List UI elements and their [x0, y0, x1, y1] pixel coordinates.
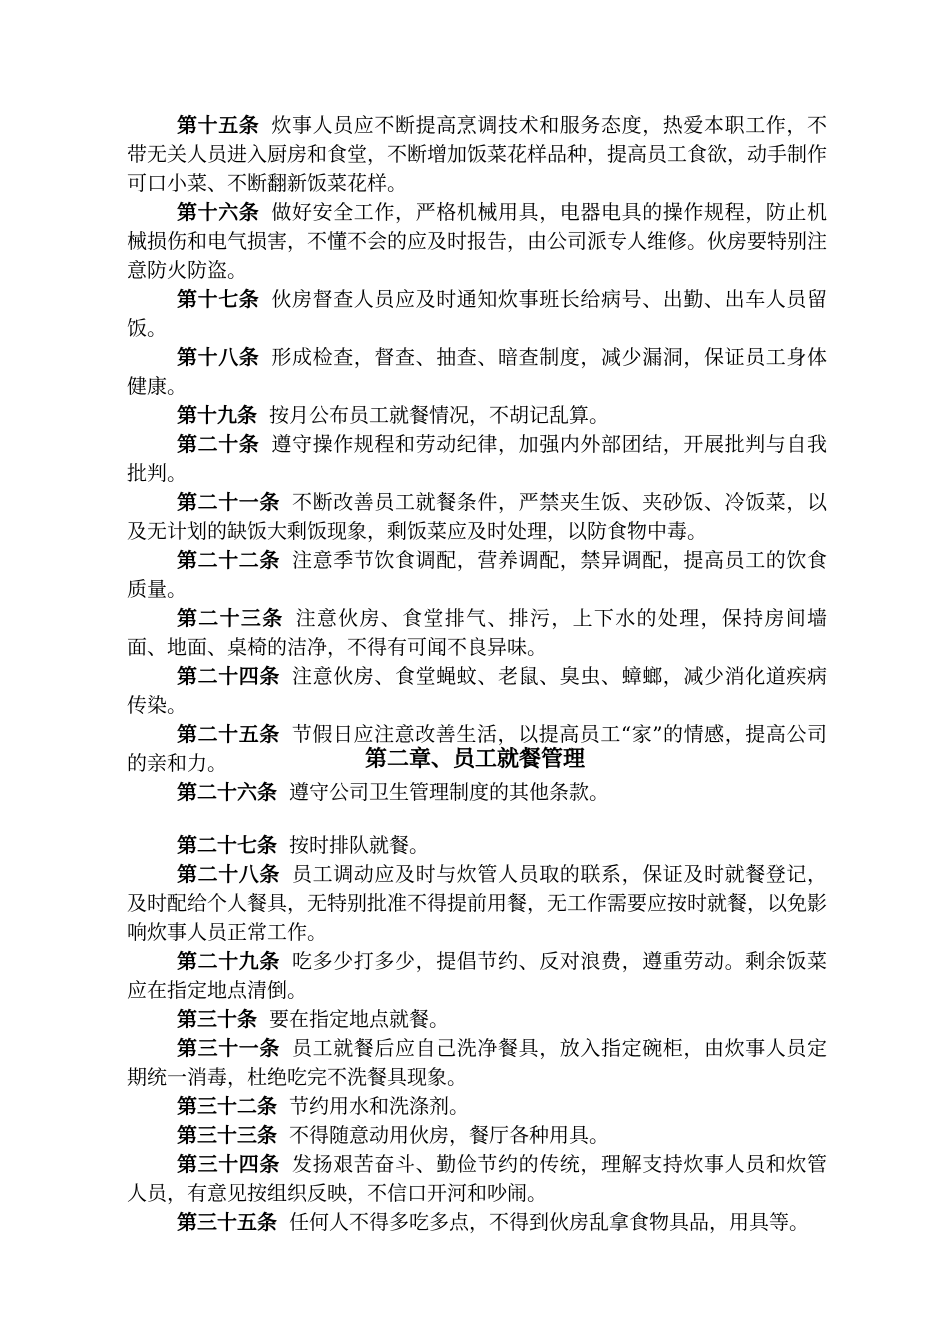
article-label: 第二十六条: [177, 780, 277, 804]
article-34: [127, 1150, 827, 1208]
article-list-section-two: [127, 831, 827, 1237]
article-17: [127, 285, 827, 343]
article-label: 第三十五条: [177, 1210, 277, 1234]
chapter-title: 第二章、员工就餐管理: [364, 747, 585, 772]
article-text: 员工就餐后应自己洗净餐具，放入指定碗柜，由炊事人员定期统一消毒，杜绝吃完不洗餐具现象。: [127, 1036, 827, 1089]
article-text: 伙房督查人员应及时通知炊事班长给病号、出勤、出车人员留饭。: [127, 287, 828, 340]
article-27: [127, 831, 827, 860]
article-16: [127, 198, 827, 285]
article-label: 第三十四条: [177, 1152, 280, 1176]
article-label: 第三十二条: [177, 1094, 277, 1118]
article-text: 任何人不得多吃多点，不得到伙房乱拿食物具品，用具等。: [289, 1210, 809, 1234]
article-label: 第二十七条: [177, 833, 277, 857]
article-20: [127, 430, 827, 488]
article-33: [127, 1121, 827, 1150]
article-label: 第二十一条: [177, 490, 280, 514]
article-label: 第二十三条: [177, 606, 284, 630]
article-18: [127, 343, 827, 401]
article-29: [127, 947, 827, 1005]
article-28: [127, 860, 827, 947]
article-label: 第二十二条: [177, 548, 280, 572]
article-19: [127, 401, 827, 430]
article-21: [127, 488, 827, 546]
article-label: 第二十四条: [177, 664, 280, 688]
article-text: 不得随意动用伙房，餐厅各种用具。: [289, 1123, 609, 1147]
article-text: 注意伙房、食堂排气、排污，上下水的处理，保持房间墙面、地面、桌椅的洁净，不得有可闻不良异味。: [127, 606, 828, 659]
article-label: 第三十三条: [177, 1123, 277, 1147]
article-text: 发扬艰苦奋斗、勤俭节约的传统，理解支持炊事人员和炊管人员，有意见按组织反映，不信口开河和吵闹。: [127, 1152, 827, 1205]
article-text: 要在指定地点就餐。: [269, 1007, 449, 1031]
article-label: 第三十条: [177, 1007, 257, 1031]
article-26: [127, 778, 827, 807]
article-text: 注意季节饮食调配，营养调配，禁异调配，提高员工的饮食质量。: [127, 548, 827, 601]
article-text: 形成检查，督查、抽查、暗查制度，减少漏洞，保证员工身体健康。: [127, 345, 828, 398]
article-label: 第二十八条: [177, 862, 280, 886]
article-label: 第十六条: [177, 200, 260, 224]
article-label: 第二十九条: [177, 949, 280, 973]
article-35: [127, 1208, 827, 1237]
article-text: 做好安全工作，严格机械用具，电器电具的操作规程，防止机械损伤和电气损害，不懂不会的应及时报告，由公司派专人维修。伙房要特别注意防火防盗。: [127, 200, 828, 282]
article-text: 炊事人员应不断提高烹调技术和服务态度，热爱本职工作，不带无关人员进入厨房和食堂，不断增加饭菜花样品种，提高员工食欲，动手制作可口小菜、不断翻新饭菜花样。: [127, 113, 828, 195]
article-31: [127, 1034, 827, 1092]
article-label: 第十九条: [177, 403, 257, 427]
article-text: 节约用水和洗涤剂。: [289, 1094, 469, 1118]
article-label: 第三十一条: [177, 1036, 280, 1060]
article-text: 员工调动应及时与炊管人员取的联系，保证及时就餐登记，及时配给个人餐具，无特别批准不得提前用餐，无工作需要应按时就餐，以免影响炊事人员正常工作。: [127, 862, 827, 944]
article-24: [127, 662, 827, 720]
article-15: [127, 111, 827, 198]
article-text: 注意伙房、食堂蝇蚊、老鼠、臭虫、蟑螂，减少消化道疾病传染。: [127, 664, 827, 717]
article-text: 节假日应注意改善生活，以提高员工“家”的情感，提高公司的亲和力。: [127, 722, 828, 775]
article-text: 不断改善员工就餐条件，严禁夹生饭、夹砂饭、冷饭菜，以及无计划的缺饭大剩饭现象，剩饭菜应及时处理，以防食物中毒。: [127, 490, 827, 543]
article-list-section-one: [127, 111, 827, 807]
article-label: 第二十条: [177, 432, 260, 456]
article-22: [127, 546, 827, 604]
article-text: 遵守操作规程和劳动纪律，加强内外部团结，开展批判与自我批判。: [127, 432, 828, 485]
article-text: 吃多少打多少，提倡节约、反对浪费，遵重劳动。剩余饭菜应在指定地点清倒。: [127, 949, 827, 1002]
article-30: [127, 1005, 827, 1034]
article-32: [127, 1092, 827, 1121]
article-label: 第十五条: [177, 113, 260, 137]
article-23: [127, 604, 827, 662]
article-text: 遵守公司卫生管理制度的其他条款。: [289, 780, 609, 804]
article-text: 按时排队就餐。: [289, 833, 429, 857]
article-label: 第十七条: [177, 287, 260, 311]
article-text: 按月公布员工就餐情况，不胡记乱算。: [269, 403, 609, 427]
article-label: 第十八条: [177, 345, 260, 369]
article-label: 第二十五条: [177, 722, 280, 746]
